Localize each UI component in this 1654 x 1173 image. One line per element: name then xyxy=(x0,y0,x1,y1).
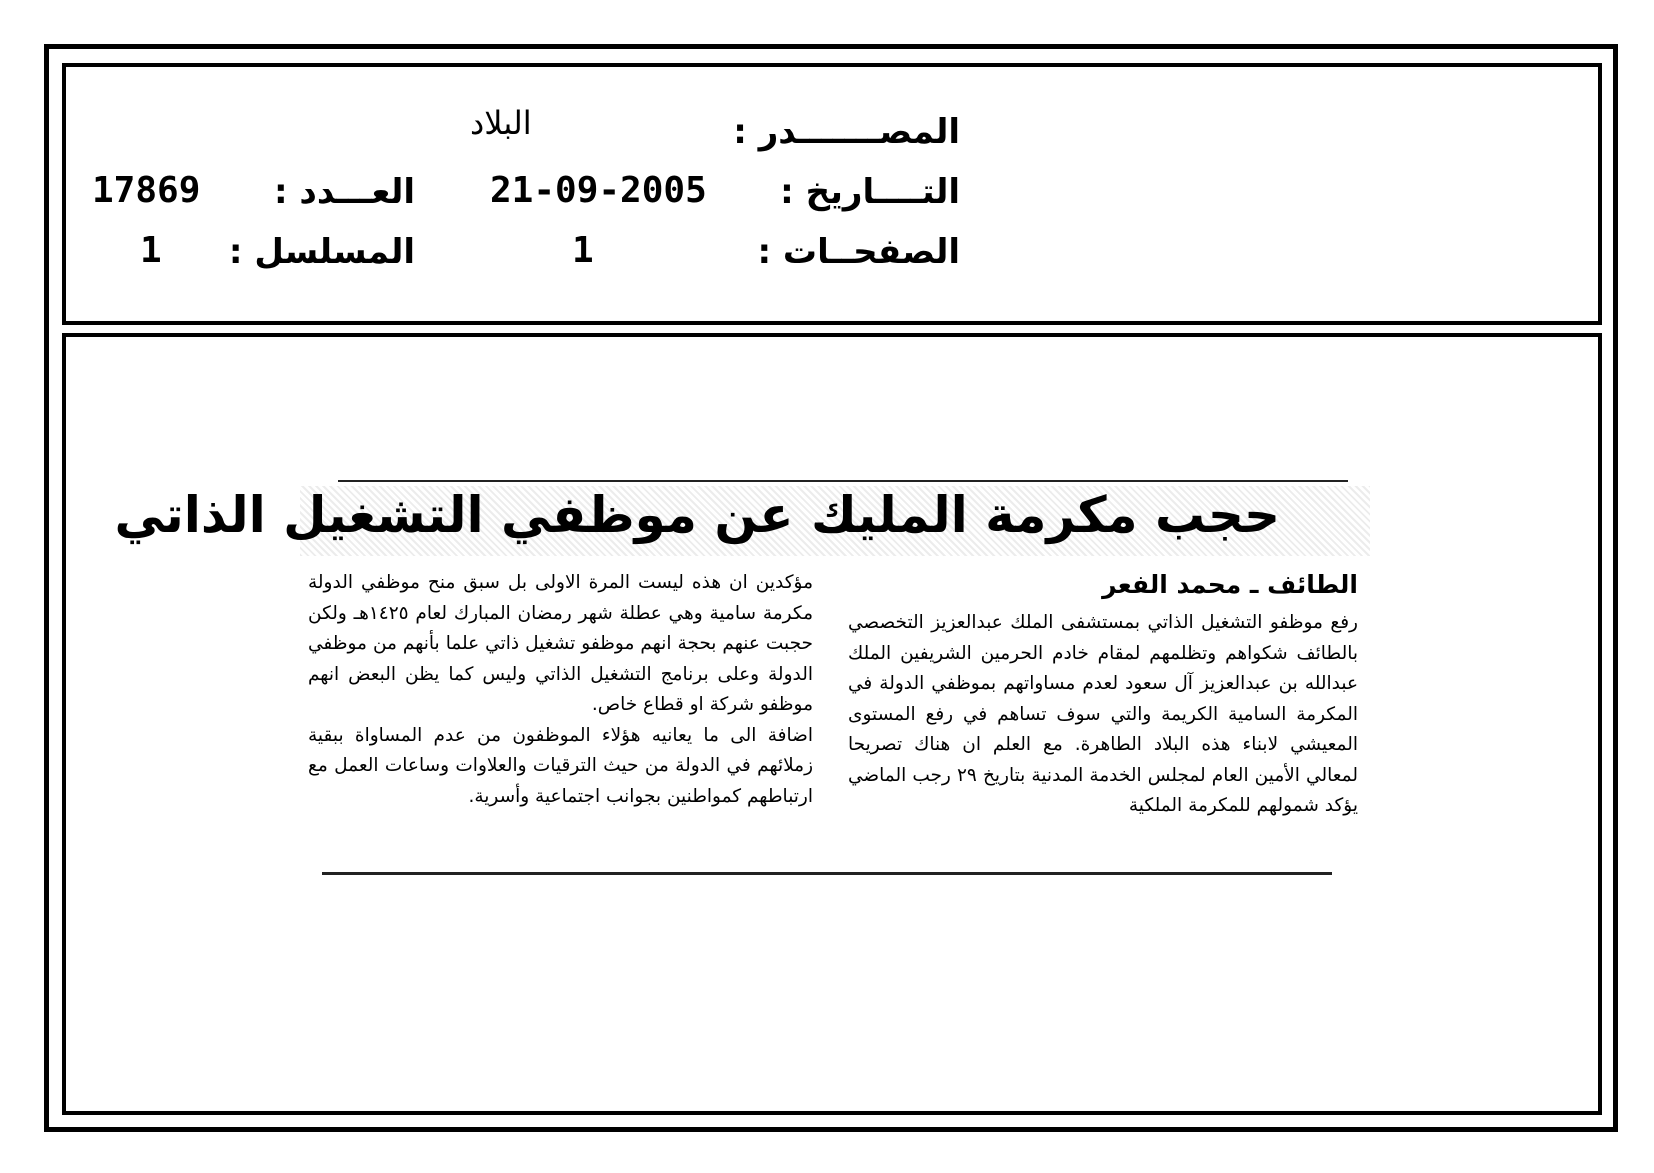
issue-label: العـــدد : xyxy=(274,172,415,212)
article-title: حجب مكرمة المليك عن موظفي التشغيل الذاتي xyxy=(114,486,1280,544)
pages-label: الصفحــات : xyxy=(757,232,960,272)
article-right-column xyxy=(848,608,1358,822)
clipping-bottom-rule xyxy=(322,872,1332,875)
left-column-paragraph-1: مؤكدين ان هذه ليست المرة الاولى بل سبق منح موظفي الدولة مكرمة سامية وهي عطلة شهر رمضان المبارك لعام ١٤٢٥هـ ولكن حجبت عنهم بحجة انهم موظفو تشغيل ذاتي علما بأنهم من موظفي الدولة وعلى برنامج التشغيل الذاتي وليس كما يظن البعض انهم موظفو شركة او قطاع خاص. xyxy=(308,572,813,715)
serial-label: المسلسل : xyxy=(228,232,415,272)
source-value: البلاد xyxy=(470,104,532,142)
left-column-paragraph-2: اضافة الى ما يعانيه هؤلاء الموظفون من عدم المساواة ببقية زملائهم في الدولة من حيث الترقيات والعلاوات وساعات العمل مع ارتباطهم كمواطنين بجوانب اجتماعية وأسرية. xyxy=(308,724,813,807)
right-column-text: رفع موظفو التشغيل الذاتي بمستشفى الملك عبدالعزيز التخصصي بالطائف شكواهم وتظلمهم لمقام خادم الحرمين الشريفين الملك عبدالله بن عبدالعزيز آل سعود لعدم مساواتهم بموظفي الدولة في المكرمة السامية الكريمة والتي سوف تساهم في رفع المستوى المعيشي لابناء هذه البلاد الطاهرة. مع العلم ان هناك تصريحا لمعالي الأمين العام لمجلس الخدمة المدنية بتاريخ ٢٩ رجب الماضي يؤكد شمولهم للمكرمة الملكية xyxy=(848,612,1358,816)
clipping-top-rule xyxy=(338,480,1348,482)
serial-value: 1 xyxy=(140,230,162,271)
newspaper-clipping xyxy=(114,470,1370,890)
issue-value: 17869 xyxy=(92,170,201,211)
date-label: التــــاريخ : xyxy=(780,172,960,212)
article-left-column xyxy=(308,568,813,812)
source-label: المصـــــــدر : xyxy=(733,112,960,152)
pages-value: 1 xyxy=(572,230,594,271)
article-byline: الطائف ـ محمد الفعر xyxy=(1102,570,1358,599)
date-value: 21-09-2005 xyxy=(490,170,707,211)
